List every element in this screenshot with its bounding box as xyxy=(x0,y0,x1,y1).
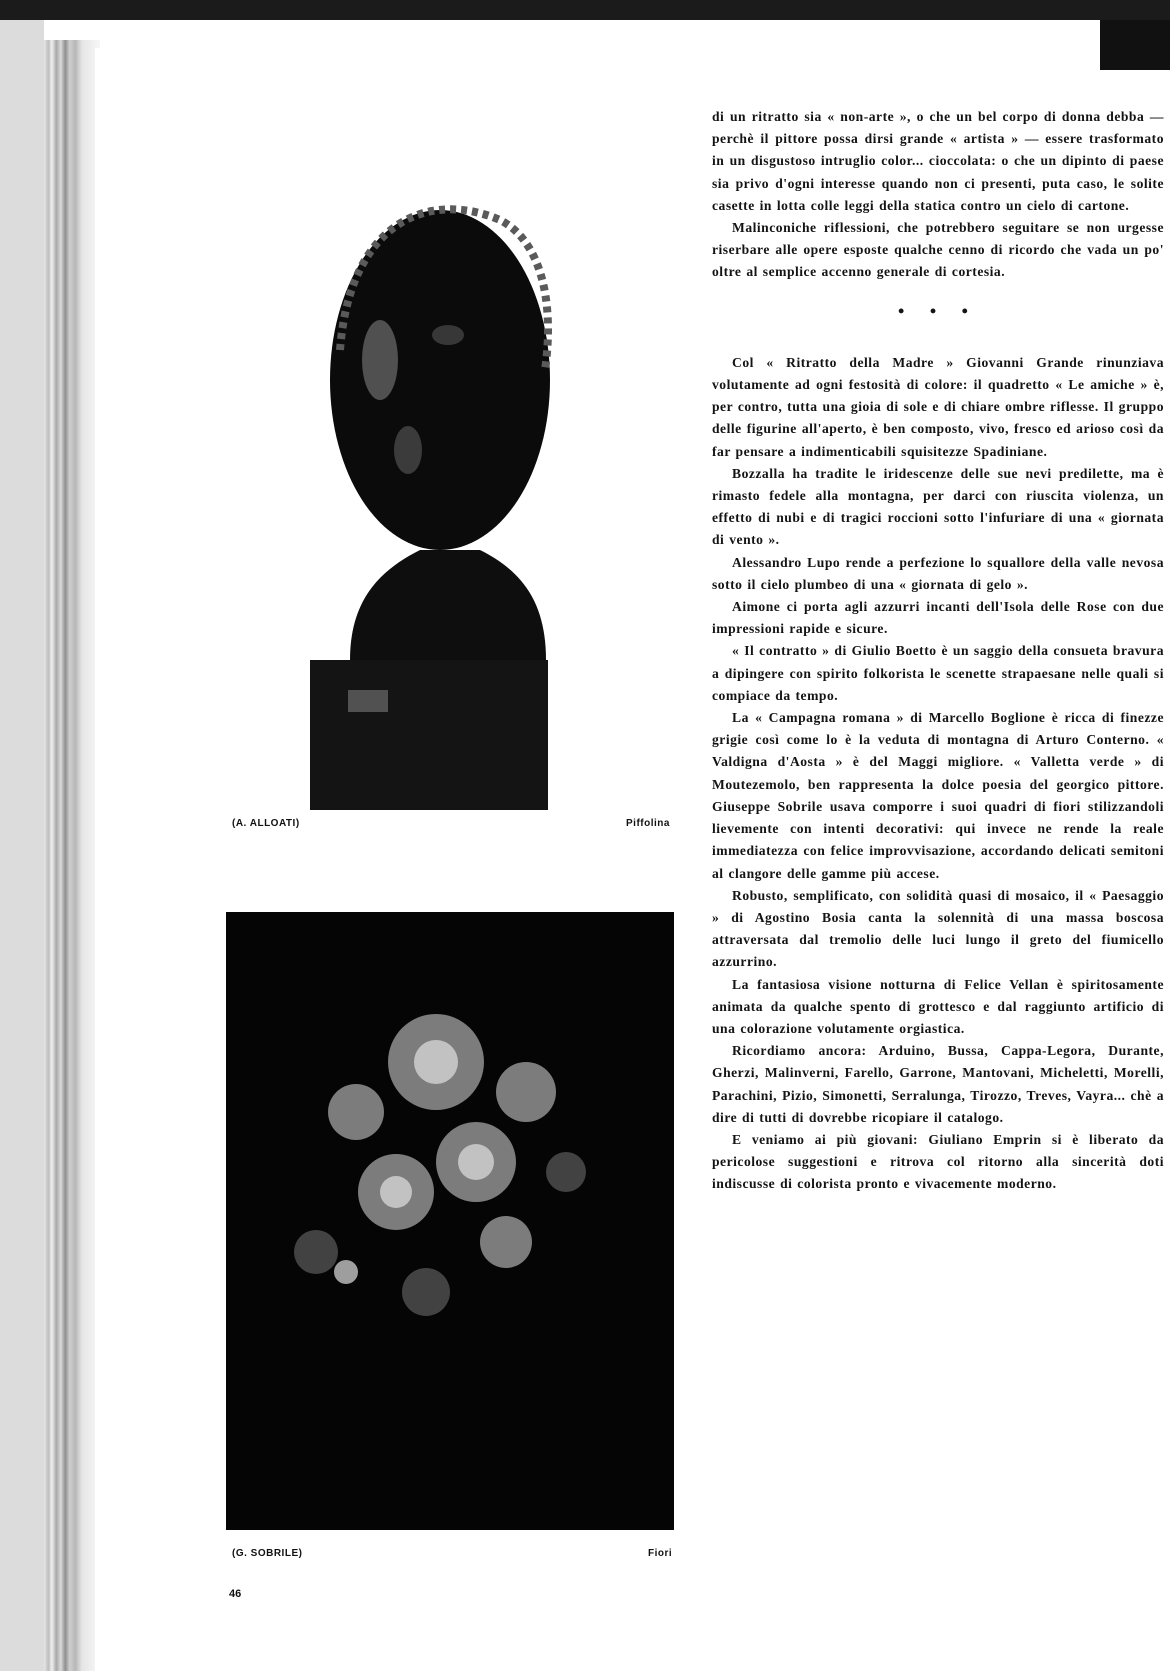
figure-2-title: Fiori xyxy=(648,1548,673,1559)
paragraph: Alessandro Lupo rende a perfezione lo squallore della valle nevosa sotto il cielo plumbeo di una « giornata di gelo ». xyxy=(712,554,1164,592)
figure-1-title: Piffolina xyxy=(626,818,670,829)
paragraph: Ricordiamo ancora: Arduino, Bussa, Cappa-Legora, Durante, Gherzi, Malinverni, Farello, Garrone, Mantovani, Micheletti, Morelli, Parachini, Pizio, Simonetti, Serralunga, Tirozzo, Treves, Vayra... chè a dire di tutti di dovrebbe ricopiare il catalogo. xyxy=(712,1043,1164,1125)
paragraph: La « Campagna romana » di Marcello Boglione è ricca di finezze grigie così come lo è la veduta di montagna di Arturo Conterno. « Valdigna d'Aosta » è del Maggi migliore. « Valletta verde » di Moutezemolo, ben rappresenta la dolce poesia del georgico pittore. Giuseppe Sobrile usava comporre i suoi quadri di fiori stilizzandoli lievemente con intenti decorativi: qui invece ne rende la reale immediatezza con felice improvvisazione, accordando delicati semitoni al clangore delle gamme più accese. xyxy=(712,710,1164,881)
flowers-photo xyxy=(226,912,674,1530)
paragraph: Aimone ci porta agli azzurri incanti dell'Isola delle Rose con due impressioni rapide e sicure. xyxy=(712,599,1164,637)
paragraph: Malinconiche riflessioni, che potrebbero seguitare se non urgesse riserbare alle opere esposte qualche cenno di ricordo che vada un po' oltre al semplice accenno generale di cortesia. xyxy=(712,220,1164,280)
top-dark-band xyxy=(0,0,1170,20)
flowers-image xyxy=(226,912,674,1530)
page-binding xyxy=(44,40,100,1671)
paragraph: La fantasiosa visione notturna di Felice Vellan è spiritosamente animata da qualche spento di grottesco e dal raggiunto artificio di una colorazione volutamente orgiastica. xyxy=(712,976,1164,1036)
bust-image xyxy=(310,130,650,810)
section-separator: • • • xyxy=(898,300,978,321)
corner-shadow xyxy=(1100,20,1170,70)
bust-photo xyxy=(310,130,650,810)
page-number: 46 xyxy=(229,1588,242,1600)
paragraph: « Il contratto » di Giulio Boetto è un saggio della consueta bravura a dipingere con spirito folkorista le scenette strapaesane nelle quali si compiace da tempo. xyxy=(712,643,1164,703)
book-spine xyxy=(0,20,44,1671)
paragraph: Robusto, semplificato, con solidità quasi di mosaico, il « Paesaggio » di Agostino Bosia canta la solennità di una massa boscosa attraversata dal tremolio delle luci lungo il greto del fiumicello azzurrino. xyxy=(712,887,1164,970)
paragraph: Col « Ritratto della Madre » Giovanni Grande rinunziava volutamente ad ogni festosità di colore: il quadretto « Le amiche » è, per contro, tutta una gioia di sole e di chiare ombre riflesse. Il gruppo delle figurine all'aperto, è ben composto, vivo, fresco ed arioso così da far pensare a indimenticabili squisitezze Spadiniane. xyxy=(712,354,1164,459)
figure-1-credit: (A. ALLOATI) xyxy=(232,818,300,829)
figure-2-credit: (G. SOBRILE) xyxy=(232,1548,303,1559)
paragraph: di un ritratto sia « non-arte », o che un bel corpo di donna debba — perchè il pittore possa dirsi grande « artista » — essere trasformato in un disgustoso intruglio color... cioccolata: o che un dipinto di paese sia privo d'ogni interesse quando non ci presenti, puta caso, le solite casette in lotta colle leggi della statica contro un cielo di cartone. xyxy=(712,109,1164,213)
paragraph: E veniamo ai più giovani: Giuliano Emprin si è liberato da pericolose suggestioni e ritrova col ritorno alla sincerità doti indiscusse di colorista pronto e vivacemente moderno. xyxy=(712,1131,1164,1192)
article-text-column xyxy=(712,106,1164,1196)
paragraph: Bozzalla ha tradite le iridescenze delle sue nevi predilette, ma è rimasto fedele alla montagna, per darci con riuscita violenza, un effetto di nubi e di tragici roccioni sotto l'infuriare di una « giornata di vento ». xyxy=(712,465,1164,548)
